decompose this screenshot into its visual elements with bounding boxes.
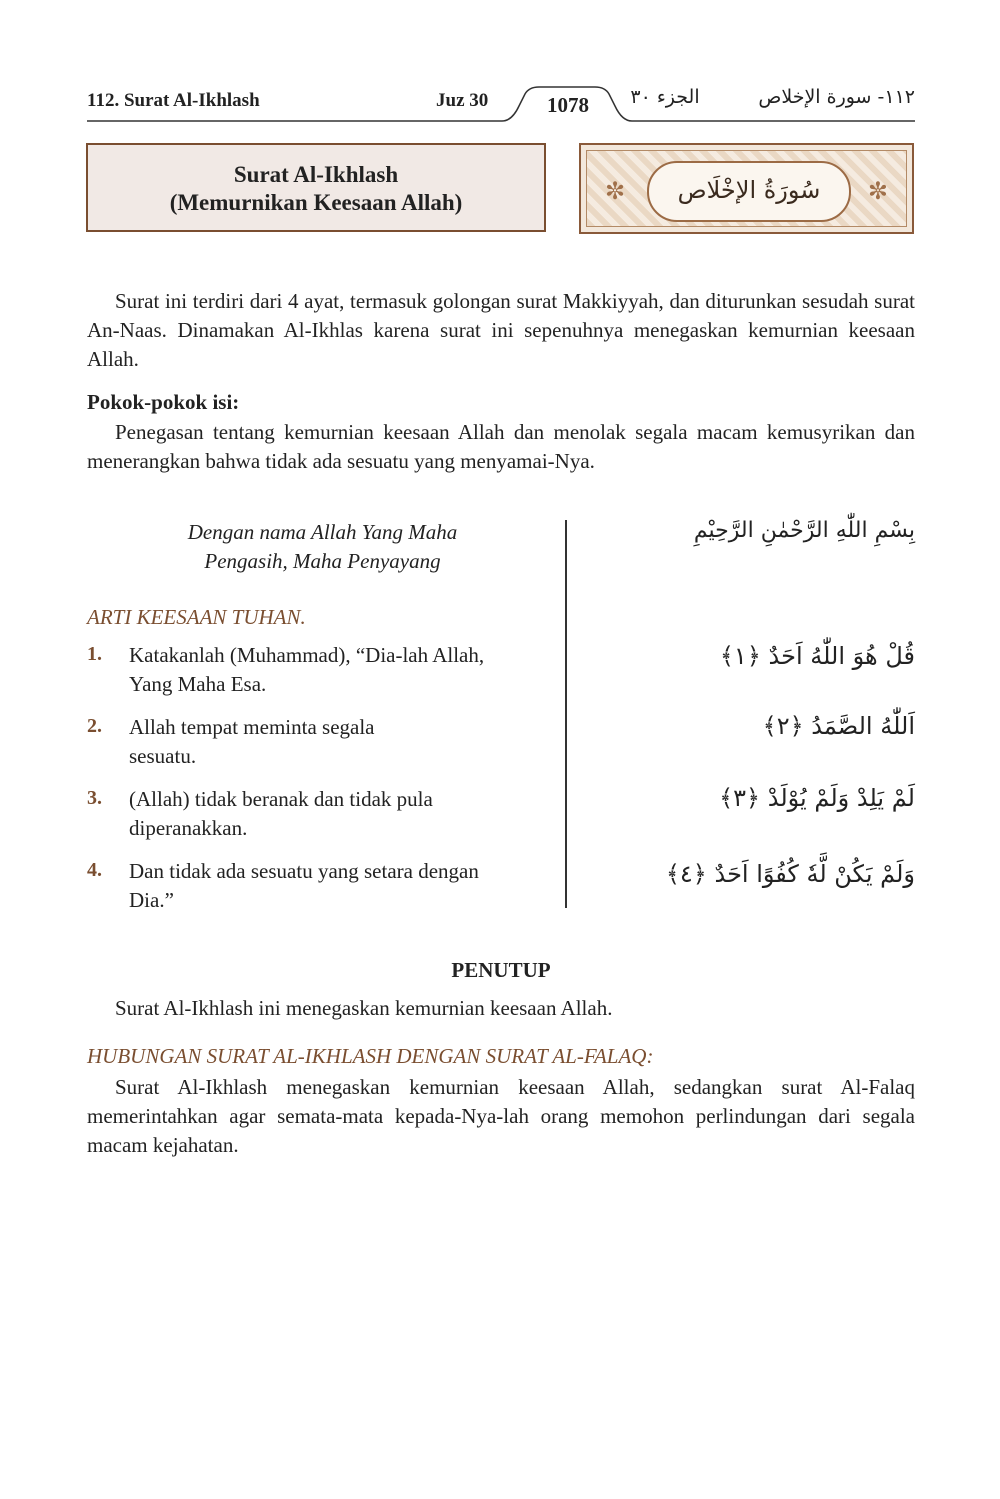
pokok-heading: Pokok-pokok isi:	[87, 390, 240, 414]
verse-translation: Katakanlah (Muhammad), “Dia-lah Allah, Yang Maha Esa.	[129, 643, 485, 696]
verse-arabic: قُلْ هُوَ اللّٰهُ اَحَدٌ ﴿١﴾	[719, 642, 915, 670]
header-surah-label: 112. Surat Al-Ikhlash	[87, 90, 260, 111]
penutup-heading: PENUTUP	[451, 958, 551, 982]
header-surah-arabic: ١١٢- سورة الإخلاص	[758, 86, 915, 108]
verse-arabic: وَلَمْ يَكُنْ لَّهٗ كُفُوًا اَحَدٌ ﴿٤﴾	[665, 860, 915, 888]
ornamental-surah-banner	[579, 143, 914, 234]
column-divider	[565, 520, 567, 908]
surah-title-box	[86, 143, 546, 232]
section-title: ARTI KEESAAN TUHAN.	[87, 605, 306, 629]
surah-calligraphy: سُورَةُ الإخْلَاص	[647, 161, 851, 222]
surah-title: Surat Al-Ikhlash	[233, 162, 399, 187]
hubungan-paragraph: Surat Al-Ikhlash menegaskan kemurnian keesaan Allah, sedangkan surat Al-Falaq memerintahkan agar semata-mata kepada-Nya-lah orang memohon perlindungan dari segala macam kejahatan.	[87, 1075, 915, 1157]
verse-number: 1.	[87, 643, 102, 665]
hubungan-heading: HUBUNGAN SURAT AL-IKHLASH DENGAN SURAT AL-FALAQ:	[87, 1044, 654, 1068]
verse-number: 4.	[87, 859, 102, 881]
verse-arabic: لَمْ يَلِدْ وَلَمْ يُوْلَدْ ﴿٣﴾	[719, 784, 915, 812]
verse-translation: Allah tempat meminta segala sesuatu.	[129, 715, 375, 768]
intro-paragraph: Surat ini terdiri dari 4 ayat, termasuk golongan surat Makkiyyah, dan diturunkan sesudah surat An-Naas. Dinamakan Al-Ikhlas karena surat ini sepenuhnya menegaskan kemurnian keesaan Allah.	[87, 289, 915, 371]
ornament-pattern	[586, 150, 907, 227]
surah-subtitle: (Memurnikan Keesaan Allah)	[169, 190, 463, 215]
verse-arabic: اَللّٰهُ الصَّمَدُ ﴿٢﴾	[762, 712, 915, 740]
penutup-paragraph: Surat Al-Ikhlash ini menegaskan kemurnian keesaan Allah.	[115, 996, 613, 1020]
ornament-star-icon: ✼	[867, 177, 888, 205]
page-number: 1078	[547, 93, 589, 117]
basmala-arabic: بِسْمِ اللّٰهِ الرَّحْمٰنِ الرَّحِيْمِ	[693, 518, 915, 543]
verse-number: 3.	[87, 787, 102, 809]
basmala-translation: Dengan nama Allah Yang Maha Pengasih, Maha Penyayang	[187, 520, 458, 573]
verse-translation: Dan tidak ada sesuatu yang setara dengan Dia.”	[129, 859, 479, 912]
header-juz-arabic: الجزء ٣٠	[630, 86, 700, 108]
pokok-paragraph: Penegasan tentang kemurnian keesaan Allah dan menolak segala macam kemusyrikan dan menerangkan bahwa tidak ada sesuatu yang menyamai-Nya.	[87, 420, 915, 473]
verse-translation: (Allah) tidak beranak dan tidak pula diperanakkan.	[129, 787, 433, 840]
ornament-star-icon: ✼	[605, 177, 626, 205]
header-juz-label: Juz 30	[436, 90, 489, 111]
verse-number: 2.	[87, 715, 102, 737]
